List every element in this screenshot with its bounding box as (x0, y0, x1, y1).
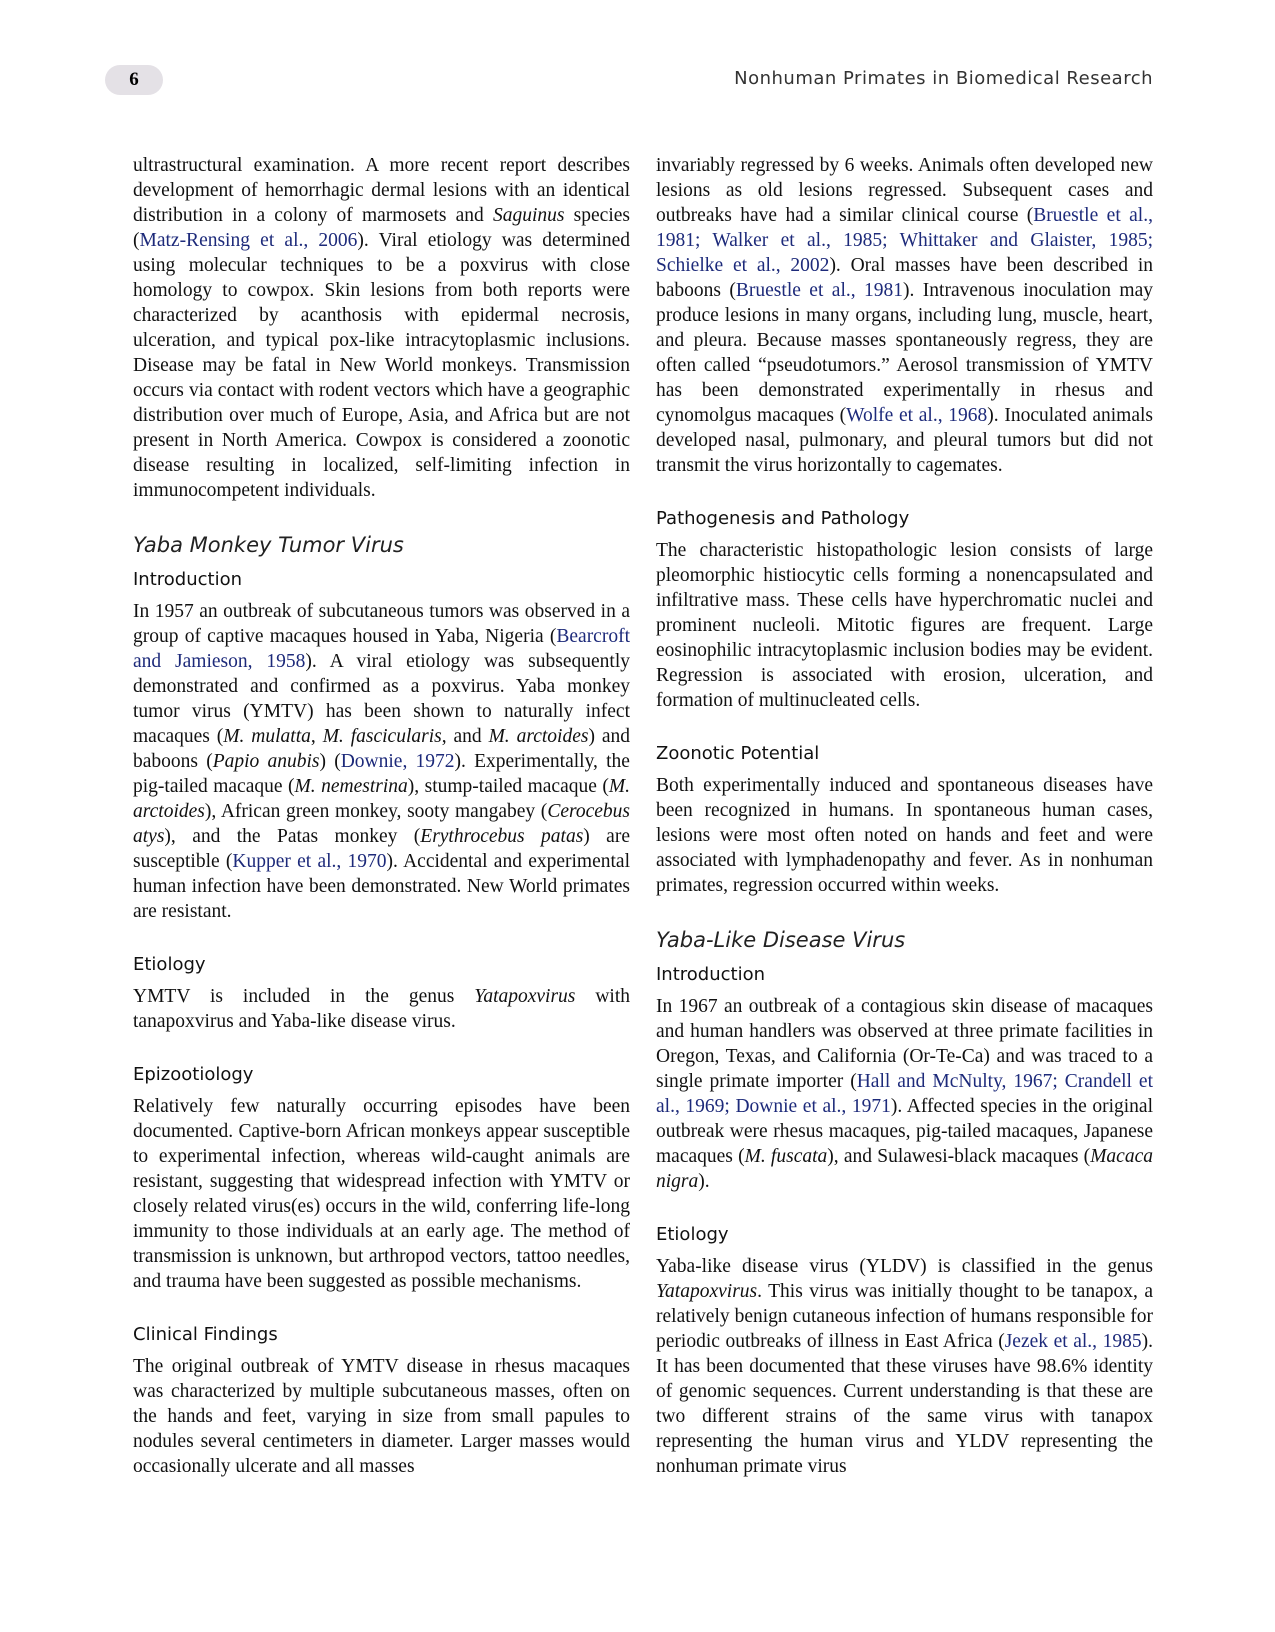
text: , and (441, 726, 489, 747)
italic-species: M. arctoides (133, 776, 630, 822)
heading-etiology: Etiology (656, 1224, 729, 1245)
text: ). Inoculated animals developed nasal, pulmonary, and pleural tumors but did not transmit the virus horizontally to cagemates. (656, 405, 1153, 476)
text: ) and baboons ( (133, 726, 630, 772)
heading-clinical-findings: Clinical Findings (133, 1324, 278, 1345)
paragraph-introduction (133, 599, 630, 924)
italic-species: M. fuscata (744, 1146, 828, 1167)
text: ultrastructural examination. A more recent report describes development of hemorrhagic dermal lesions with an identical distribution in a colony of marmosets and (133, 155, 630, 226)
italic-genus: Yatapoxvirus (474, 986, 576, 1007)
paragraph-pathogenesis: The characteristic histopathologic lesion consists of large pleomorphic histiocytic cells forming a nonencapsulated and infiltrative mass. These cells have hyperchromatic nuclei and prominent nucleoli. Mitotic figures are frequent. Large eosinophilic intracytoplasmic inclusion bodies may be evident. Regression is associated with erosion, ulceration, and formation of multinucleated cells. (656, 540, 1153, 711)
heading-zoonotic: Zoonotic Potential (656, 743, 820, 764)
citation-link[interactable]: Downie, 1972 (340, 751, 455, 772)
text: ) are susceptible ( (133, 826, 630, 872)
italic-genus: Yatapoxvirus (656, 1281, 758, 1302)
paragraph-zoonotic: Both experimentally induced and spontaneous diseases have been recognized in humans. In spontaneous human cases, lesions were most often noted on hands and feet and were associated with lymphadenopathy and fever. As in nonhuman primates, regression occurred within weeks. (656, 775, 1153, 896)
heading-epizootiology: Epizootiology (133, 1064, 254, 1085)
text: YMTV is included in the genus (133, 986, 475, 1007)
italic-species: M. nemestrina (294, 776, 408, 797)
citation-link[interactable]: Bruestle et al., 1981; Walker et al., 1985; Whittaker and Glaister, 1985; Schielke et al., 2002 (656, 205, 1153, 276)
section-title-ymtv: Yaba Monkey Tumor Virus (133, 533, 404, 557)
text: Yaba-like disease virus (YLDV) is classified in the genus (656, 1256, 1153, 1277)
right-column (656, 153, 1153, 1479)
citation-link[interactable]: Bearcroft and Jamieson, 1958 (133, 626, 630, 672)
text: ). Intravenous inoculation may produce lesions in many organs, including lung, muscle, heart, and pleura. Because masses spontaneously regress, they are often called “pseudotumors.” Aerosol transmission of YMTV has been demonstrated experimentally in rhesus and cynomolgus macaques ( (656, 280, 1153, 426)
running-head: Nonhuman Primates in Biomedical Research (734, 68, 1153, 89)
paragraph-clinical-continued (656, 153, 1153, 478)
heading-etiology: Etiology (133, 954, 206, 975)
italic-species: Macaca nigra (656, 1146, 1153, 1192)
citation-link[interactable]: Matz-Rensing et al., 2006 (139, 230, 358, 251)
text: In 1957 an outbreak of subcutaneous tumors was observed in a group of captive macaques housed in Yaba, Nigeria ( (133, 601, 630, 647)
text: ). It has been documented that these viruses have 98.6% identity of genomic sequences. Current understanding is that these are two different strains of the same virus with tanapox representing the human virus and YLDV representing the nonhuman primate virus (656, 1331, 1153, 1477)
paragraph-epizootiology: Relatively few naturally occurring episodes have been documented. Captive-born African monkeys appear susceptible to experimental infection, whereas wild-caught animals are resistant, suggesting that widespread infection with YMTV or closely related virus(es) occurs in the wild, conferring life-long immunity to those individuals at an early age. The method of transmission is unknown, but arthropod vectors, tattoo needles, and trauma have been suggested as possible mechanisms. (133, 1096, 630, 1292)
text: ). A viral etiology was subsequently demonstrated and confirmed as a poxvirus. Yaba monkey tumor virus (YMTV) has been shown to naturally infect macaques ( (133, 651, 630, 747)
citation-link[interactable]: Bruestle et al., 1981 (735, 280, 904, 301)
text: . This virus was initially thought to be tanapox, a relatively benign cutaneous infection of humans responsible for periodic outbreaks of illness in East Africa ( (656, 1281, 1153, 1352)
italic-species: M. mulatta (223, 726, 311, 747)
text: with tanapoxvirus and Yaba-like disease virus. (133, 986, 631, 1032)
italic-genus: Saguinus (492, 205, 565, 226)
citation-link[interactable]: Jezek et al., 1985 (1004, 1331, 1142, 1352)
citation-link[interactable]: Wolfe et al., 1968 (846, 405, 988, 426)
citation-link[interactable]: Kupper et al., 1970 (232, 851, 387, 872)
text: ). Viral etiology was determined using molecular techniques to be a poxvirus with close homology to cowpox. Skin lesions from both reports were characterized by acanthosis with epidermal necrosis, ulceration, and typical pox-like intracytoplasmic inclusions. Disease may be fatal in New World monkeys. Transmission occurs via contact with rodent vectors which have a geographic distribution over much of Europe, Asia, and Africa but are not present in North America. Cowpox is considered a zoonotic disease resulting in localized, self-limiting infection in immunocompetent individuals. (133, 230, 631, 501)
text: In 1967 an outbreak of a contagious skin disease of macaques and human handlers was observed at three primate facilities in Oregon, Texas, and California (Or-Te-Ca) and was traced to a single primate importer ( (656, 996, 1153, 1092)
paragraph-yldv-introduction (656, 994, 1153, 1194)
paragraph-clinical-findings: The original outbreak of YMTV disease in rhesus macaques was characterized by multiple subcutaneous masses, often on the hands and feet, varying in size from small papules to nodules several centimeters in diameter. Larger masses would occasionally ulcerate and all masses (133, 1356, 630, 1477)
text: ) ( (319, 751, 341, 772)
left-column (133, 153, 630, 1479)
italic-species: M. arctoides (488, 726, 589, 747)
text: ). (698, 1171, 710, 1192)
page-number: 6 (105, 65, 163, 95)
text: , (310, 726, 323, 747)
text: ). Affected species in the original outbreak were rhesus macaques, pig-tailed macaques, Japanese macaques ( (656, 1096, 1153, 1167)
paragraph-etiology (133, 984, 630, 1034)
heading-pathogenesis: Pathogenesis and Pathology (656, 508, 910, 529)
text: ), and the Patas monkey ( (164, 826, 421, 847)
text: ), African green monkey, sooty mangabey ( (204, 801, 548, 822)
italic-species: Erythrocebus patas (420, 826, 584, 847)
text: ). Accidental and experimental human infection have been demonstrated. New World primates are resistant. (133, 851, 630, 922)
heading-introduction: Introduction (656, 964, 766, 985)
text: ). Experimentally, the pig-tailed macaque ( (133, 751, 630, 797)
heading-introduction: Introduction (133, 569, 243, 590)
text: species ( (133, 205, 630, 251)
italic-species: Cerocebus atys (133, 801, 630, 847)
citation-link[interactable]: Hall and McNulty, 1967; Crandell et al., 1969; Downie et al., 1971 (656, 1071, 1153, 1117)
italic-species: M. fascicularis (322, 726, 442, 747)
paragraph-cowpox (133, 153, 630, 503)
text: invariably regressed by 6 weeks. Animals often developed new lesions as old lesions regressed. Subsequent cases and outbreaks have had a similar clinical course ( (656, 155, 1153, 226)
text: ). Oral masses have been described in baboons ( (656, 255, 1153, 301)
italic-species: Papio anubis (212, 751, 320, 772)
text: ), stump-tailed macaque ( (407, 776, 609, 797)
paragraph-yldv-etiology (656, 1254, 1153, 1479)
text: ), and Sulawesi-black macaques ( (827, 1146, 1091, 1167)
section-title-yldv: Yaba-Like Disease Virus (656, 928, 906, 952)
